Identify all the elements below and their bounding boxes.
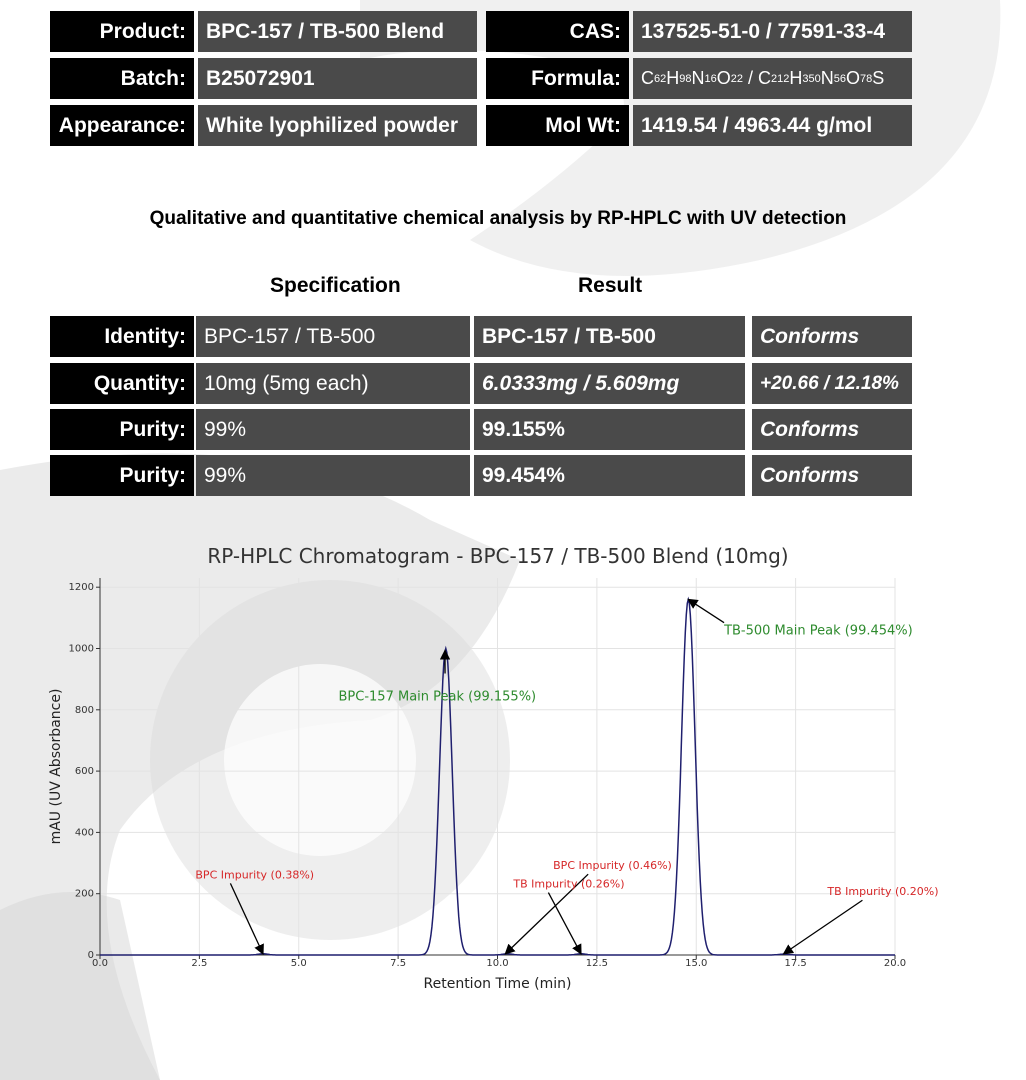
- main-peak-label: BPC-157 Main Peak (99.155%): [338, 689, 537, 705]
- formula-o2: 78: [860, 72, 873, 85]
- chart-title: RP-HPLC Chromatogram - BPC-157 / TB-500 Blend (10mg): [207, 544, 789, 568]
- y-tick-label: 400: [74, 827, 94, 839]
- identity-spec: BPC-157 / TB-500: [196, 316, 470, 357]
- formula-c1: 62: [654, 72, 667, 85]
- purity-label-1: Purity:: [50, 409, 194, 450]
- y-tick-label: 1200: [68, 582, 94, 594]
- impurity-label: TB Impurity (0.20%): [827, 885, 939, 899]
- y-tick-label: 200: [74, 888, 94, 900]
- x-tick-label: 0.0: [92, 958, 108, 969]
- cas-value: 137525-51-0 / 77591-33-4: [633, 11, 912, 52]
- x-tick-label: 5.0: [290, 958, 307, 969]
- molwt-label: Mol Wt:: [486, 105, 629, 146]
- purity-result-1: 99.155%: [474, 409, 745, 450]
- batch-label: Batch:: [50, 58, 194, 99]
- quantity-label: Quantity:: [50, 363, 194, 404]
- formula-o1: 22: [730, 72, 744, 85]
- x-tick-label: 12.5: [585, 958, 609, 969]
- x-tick-label: 2.5: [191, 958, 208, 969]
- quantity-result: 6.0333mg / 5.609mg: [474, 363, 745, 404]
- formula-n1: 16: [704, 72, 717, 85]
- purity-label-2: Purity:: [50, 455, 194, 496]
- molwt-value: 1419.54 / 4963.44 g/mol: [633, 105, 912, 146]
- batch-value: B25072901: [198, 58, 477, 99]
- spec-column-header: Specification: [270, 274, 401, 297]
- annotation-arrow: [688, 599, 724, 622]
- formula-label: Formula:: [486, 58, 629, 99]
- product-label: Product:: [50, 11, 194, 52]
- purity-spec-1: 99%: [196, 409, 470, 450]
- formula-value: C 62 H 98 N 16 O 22 / C 212 H 350 N 56 O 78 S: [633, 58, 912, 99]
- annotation-arrow: [548, 893, 581, 954]
- x-tick-label: 20.0: [883, 958, 907, 969]
- formula-c2: 212: [771, 72, 790, 85]
- x-tick-label: 7.5: [390, 958, 407, 969]
- y-tick-label: 1000: [68, 643, 94, 655]
- purity-spec-2: 99%: [196, 455, 470, 496]
- x-tick-label: 15.0: [685, 958, 708, 969]
- y-tick-label: 0: [87, 950, 94, 961]
- product-value: BPC-157 / TB-500 Blend: [198, 11, 477, 52]
- purity-result-2: 99.454%: [474, 455, 745, 496]
- impurity-label: BPC Impurity (0.38%): [195, 868, 315, 882]
- impurity-label: TB Impurity (0.26%): [513, 877, 625, 891]
- identity-label: Identity:: [50, 316, 194, 357]
- identity-status: Conforms: [752, 316, 912, 357]
- impurity-label: BPC Impurity (0.46%): [553, 859, 672, 873]
- appearance-label: Appearance:: [50, 105, 194, 146]
- appearance-value: White lyophilized powder: [198, 105, 477, 146]
- quantity-status: +20.66 / 12.18%: [752, 363, 912, 404]
- identity-result: BPC-157 / TB-500: [474, 316, 745, 357]
- formula-h2: 350: [802, 72, 821, 85]
- cas-label: CAS:: [486, 11, 629, 52]
- purity-status-1: Conforms: [752, 409, 912, 450]
- y-tick-label: 800: [74, 704, 94, 716]
- x-tick-label: 17.5: [784, 958, 807, 969]
- result-column-header: Result: [578, 274, 643, 297]
- formula-n2: 56: [833, 72, 846, 85]
- x-tick-label: 10.0: [486, 958, 509, 969]
- quantity-spec: 10mg (5mg each): [196, 363, 470, 404]
- purity-status-2: Conforms: [752, 455, 912, 496]
- main-peak-label: TB-500 Main Peak (99.454%): [724, 623, 913, 639]
- y-tick-label: 600: [74, 766, 94, 778]
- x-axis-label: Retention Time (min): [423, 976, 572, 992]
- formula-h1: 98: [679, 72, 692, 85]
- y-axis-label: mAU (UV Absorbance): [48, 688, 64, 845]
- analysis-title: Qualitative and quantitative chemical analysis by RP-HPLC with UV detection: [149, 208, 847, 229]
